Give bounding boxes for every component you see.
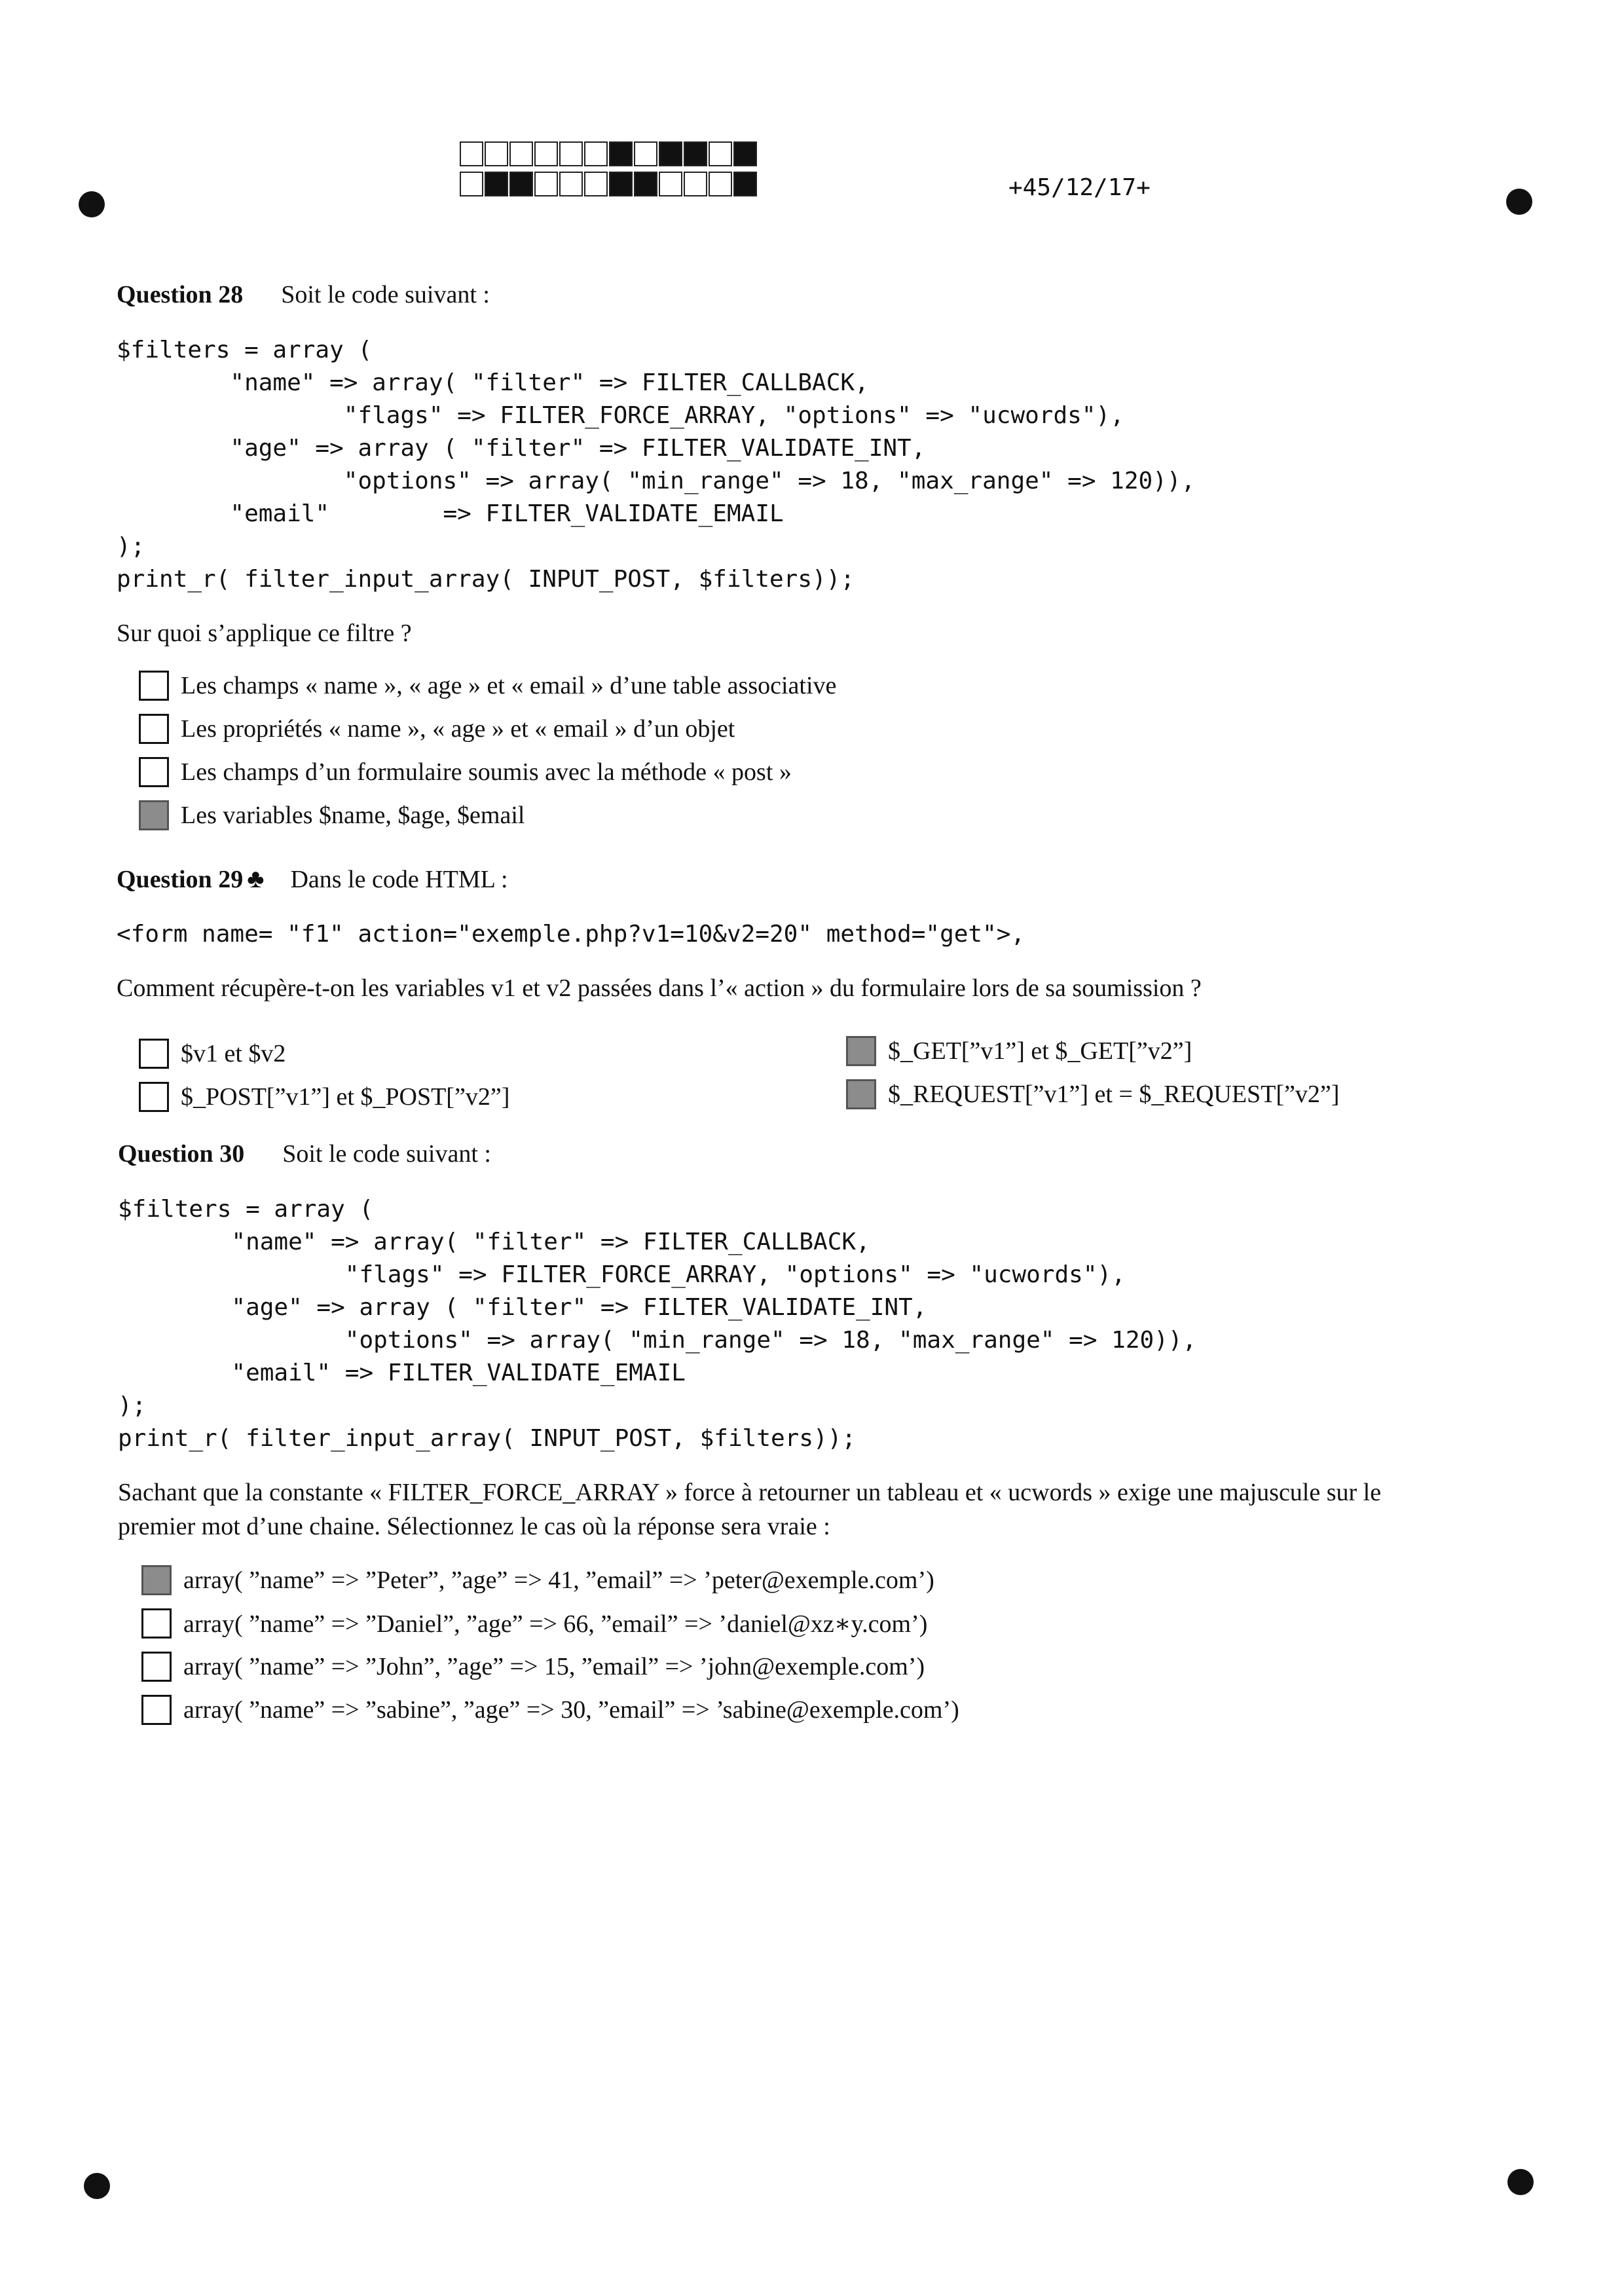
question-30-prompt-line1: Sachant que la constante « FILTER_FORCE_ARRAY » force à retourner un tableau et « ucwords » exige une majuscule sur le — [118, 1479, 1382, 1506]
answer-checkbox[interactable] — [139, 800, 169, 830]
barcode-cell — [485, 172, 508, 196]
barcode-cell — [659, 141, 682, 166]
barcode-cell — [485, 141, 508, 166]
option-label: $_GET[”v1”] et $_GET[”v2”] — [888, 1037, 1192, 1065]
option-label: array( ”name” => ”John”, ”age” => 15, ”email” => ’john@exemple.com’) — [183, 1653, 925, 1680]
registration-mark-top-left — [79, 191, 105, 217]
question-intro: Soit le code suivant : — [281, 281, 490, 308]
option-label: Les champs « name », « age » et « email » d’une table associative — [181, 672, 837, 699]
barcode-cell — [684, 172, 707, 196]
q28-option-1[interactable] — [139, 671, 836, 701]
barcode-cell — [509, 141, 533, 166]
question-intro: Soit le code suivant : — [282, 1140, 491, 1168]
barcode-cell — [733, 172, 757, 196]
option-label: Les champs d’un formulaire soumis avec la méthode « post » — [181, 758, 792, 786]
barcode-row — [460, 172, 758, 198]
barcode-cell — [634, 172, 657, 196]
q30-option-3[interactable] — [141, 1652, 925, 1682]
sheet-barcode — [460, 141, 758, 202]
q29-option-1[interactable] — [139, 1039, 286, 1069]
question-label: Question 30 — [118, 1140, 245, 1168]
club-icon: ♣ — [247, 864, 265, 893]
option-label: $_REQUEST[”v1”] et = $_REQUEST[”v2”] — [888, 1081, 1340, 1108]
question-28-title — [117, 280, 490, 309]
option-label: array( ”name” => ”sabine”, ”age” => 30, ”email” => ’sabine@exemple.com’) — [183, 1696, 959, 1724]
q30-option-4[interactable] — [141, 1695, 959, 1725]
barcode-cell — [684, 141, 707, 166]
question-30-prompt-line2: premier mot d’une chaine. Sélectionnez le cas où la réponse sera vraie : — [118, 1513, 830, 1540]
answer-checkbox[interactable] — [139, 1039, 169, 1069]
option-label: array( ”name” => ”Daniel”, ”age” => 66, ”email” => ’daniel@xz∗y.com’) — [183, 1610, 928, 1638]
option-label: $_POST[”v1”] et $_POST[”v2”] — [181, 1083, 510, 1111]
barcode-cell — [534, 141, 558, 166]
barcode-cell — [460, 172, 483, 196]
answer-checkbox[interactable] — [139, 757, 169, 787]
question-28-code: $filters = array ( "name" => array( "filter" => FILTER_CALLBACK, "flags" => FILTER_FORCE_ARRAY, "options" => "ucwords"), "age" => array ( "filter" => FILTER_VALIDATE_INT, "options" => array( "min_range" => 18, "max_range" => 120)), "email" => FILTER_VALIDATE_EMAIL ); print_r( filter_input_array( INPUT_POST, $filters)); — [117, 337, 1196, 593]
q28-option-2[interactable] — [139, 714, 735, 744]
barcode-row — [460, 141, 758, 168]
registration-mark-bottom-right — [1507, 2169, 1534, 2195]
question-29-prompt: Comment récupère-t-on les variables v1 et v2 passées dans l’« action » du formulaire lors de sa soumission ? — [117, 974, 1202, 1002]
barcode-cell — [634, 141, 657, 166]
sheet-id: +45/12/17+ — [1008, 174, 1151, 201]
answer-checkbox[interactable] — [139, 714, 169, 744]
question-intro: Dans le code HTML : — [290, 866, 508, 893]
answer-checkbox[interactable] — [139, 671, 169, 701]
answer-checkbox[interactable] — [846, 1079, 876, 1109]
barcode-cell — [609, 172, 633, 196]
q29-option-2[interactable] — [139, 1082, 509, 1112]
barcode-cell — [534, 172, 558, 196]
q28-option-4[interactable] — [139, 800, 525, 830]
q29-option-3[interactable] — [846, 1036, 1192, 1066]
registration-mark-bottom-left — [84, 2173, 110, 2199]
barcode-cell — [584, 172, 608, 196]
answer-checkbox[interactable] — [846, 1036, 876, 1066]
barcode-cell — [559, 141, 583, 166]
question-29-code: <form name= "f1" action="exemple.php?v1=10&v2=20" method="get">, — [117, 921, 1025, 948]
barcode-cell — [733, 141, 757, 166]
option-label: $v1 et $v2 — [181, 1040, 286, 1067]
q30-option-2[interactable] — [141, 1608, 927, 1639]
barcode-cell — [709, 172, 732, 196]
answer-checkbox[interactable] — [139, 1082, 169, 1112]
question-29-title — [117, 863, 508, 894]
barcode-cell — [509, 172, 533, 196]
q28-option-3[interactable] — [139, 757, 792, 787]
answer-checkbox[interactable] — [141, 1695, 172, 1725]
barcode-cell — [709, 141, 732, 166]
question-30-title — [118, 1139, 491, 1168]
q29-option-4[interactable] — [846, 1079, 1339, 1109]
barcode-cell — [559, 172, 583, 196]
answer-checkbox[interactable] — [141, 1608, 172, 1639]
barcode-cell — [460, 141, 483, 166]
answer-checkbox[interactable] — [141, 1565, 172, 1595]
question-label: Question 28 — [117, 281, 244, 308]
option-label: Les propriétés « name », « age » et « email » d’un objet — [181, 715, 735, 743]
question-30-code: $filters = array ( "name" => array( "filter" => FILTER_CALLBACK, "flags" => FILTER_FORCE_ARRAY, "options" => "ucwords"), "age" => array ( "filter" => FILTER_VALIDATE_INT, "options" => array( "min_range" => 18, "max_range" => 120)), "email" => FILTER_VALIDATE_EMAIL ); print_r( filter_input_array( INPUT_POST, $filters)); — [118, 1196, 1197, 1452]
barcode-cell — [609, 141, 633, 166]
answer-checkbox[interactable] — [141, 1652, 172, 1682]
barcode-cell — [584, 141, 608, 166]
q30-option-1[interactable] — [141, 1565, 934, 1595]
registration-mark-top-right — [1506, 189, 1532, 215]
option-label: Les variables $name, $age, $email — [181, 802, 525, 829]
question-label: Question 29 — [117, 866, 244, 893]
option-label: array( ”name” => ”Peter”, ”age” => 41, ”email” => ’peter@exemple.com’) — [183, 1566, 934, 1594]
question-28-prompt: Sur quoi s’applique ce filtre ? — [117, 620, 412, 647]
barcode-cell — [659, 172, 682, 196]
